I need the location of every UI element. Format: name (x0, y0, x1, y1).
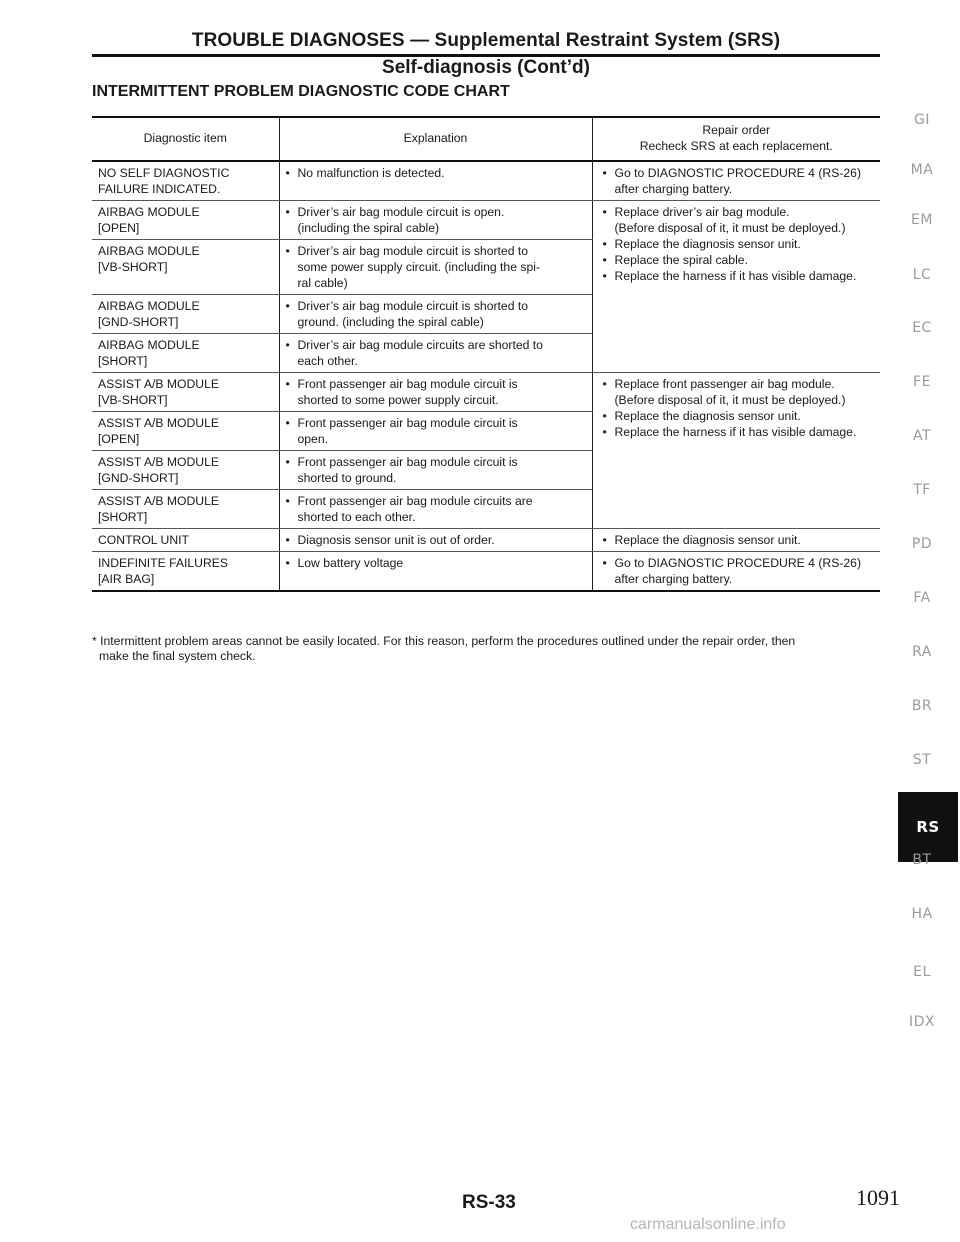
explanation-line: • Low battery voltage (286, 555, 588, 571)
section-tab-ma[interactable]: MA (910, 162, 934, 178)
explanation-line: • Driver’s air bag module circuit is shorted to (286, 243, 588, 259)
page-label: RS-33 (462, 1192, 516, 1213)
diagnostic-item-line: [VB-SHORT] (98, 393, 168, 407)
diagnostic-item-cell (92, 552, 279, 592)
diagnostic-item-line: CONTROL UNIT (98, 533, 189, 547)
diagnostic-item-line: [SHORT] (98, 354, 148, 368)
section-tab-rs[interactable]: RS (898, 792, 958, 862)
explanation-line: (including the spiral cable) (297, 221, 440, 235)
table-row (92, 529, 880, 552)
section-tab-pd[interactable]: PD (911, 536, 933, 552)
diagnostic-item-line: [VB-SHORT] (98, 260, 168, 274)
repair-order-cell (592, 529, 880, 552)
repair-step-line: • Replace the diagnosis sensor unit. (603, 236, 877, 252)
explanation-cell (279, 412, 592, 451)
repair-step-line: • Replace the harness if it has visible damage. (603, 268, 877, 284)
repair-order-cell (592, 161, 880, 201)
explanation-line: • Driver’s air bag module circuit is shorted to (286, 298, 588, 314)
explanation-cell (279, 240, 592, 295)
diagnostic-item-line: [GND-SHORT] (98, 315, 179, 329)
section-tab-lc[interactable]: LC (912, 267, 932, 283)
repair-step-line: after charging battery. (614, 182, 733, 196)
explanation-cell (279, 373, 592, 412)
section-tab-st[interactable]: ST (912, 752, 932, 768)
section-tab-at[interactable]: AT (912, 428, 932, 444)
diagnostic-item-line: [AIR BAG] (98, 572, 155, 586)
explanation-line: shorted to ground. (297, 471, 397, 485)
diagnostic-item-line: AIRBAG MODULE (98, 338, 200, 352)
explanation-line: • Diagnosis sensor unit is out of order. (286, 532, 588, 548)
diagnostic-item-line: NO SELF DIAGNOSTIC (98, 166, 230, 180)
diagnostic-item-line: ASSIST A/B MODULE (98, 416, 220, 430)
diagnostic-item-cell (92, 295, 279, 334)
table-row (92, 552, 880, 592)
section-tab-ha[interactable]: HA (911, 906, 933, 922)
diagnostic-item-cell (92, 529, 279, 552)
diagnostic-item-line: AIRBAG MODULE (98, 205, 200, 219)
diagnostic-item-line: [OPEN] (98, 432, 140, 446)
repair-step-line: • Replace the harness if it has visible damage. (603, 424, 877, 440)
table-row (92, 201, 880, 240)
explanation-cell (279, 451, 592, 490)
section-tab-idx[interactable]: IDX (909, 1014, 935, 1030)
diagnostic-item-cell (92, 412, 279, 451)
explanation-line: each other. (297, 354, 358, 368)
diagnostic-item-line: [SHORT] (98, 510, 148, 524)
diagnostic-item-cell (92, 240, 279, 295)
diagnostic-item-line: FAILURE INDICATED. (98, 182, 221, 196)
explanation-cell (279, 529, 592, 552)
repair-step-line: • Go to DIAGNOSTIC PROCEDURE 4 (RS-26) (603, 165, 877, 181)
explanation-line: ground. (including the spiral cable) (297, 315, 484, 329)
repair-order-cell-assist (592, 373, 880, 529)
page-header-subtitle: Self-diagnosis (Cont’d) (382, 57, 590, 78)
explanation-line: shorted to some power supply circuit. (297, 393, 499, 407)
explanation-cell (279, 201, 592, 240)
repair-step-line: • Replace the diagnosis sensor unit. (603, 408, 877, 424)
diagnostic-item-line: AIRBAG MODULE (98, 244, 200, 258)
repair-step-line: (Before disposal of it, it must be deployed.) (614, 221, 846, 235)
repair-step-line: (Before disposal of it, it must be deployed.) (614, 393, 846, 407)
repair-step-line: • Replace driver’s air bag module. (603, 204, 877, 220)
explanation-cell (279, 490, 592, 529)
section-tab-el[interactable]: EL (913, 964, 931, 980)
repair-step-line: • Replace front passenger air bag module. (603, 376, 877, 392)
table-body (92, 161, 880, 591)
diagnostic-item-line: [OPEN] (98, 221, 140, 235)
explanation-line: open. (297, 432, 328, 446)
header-diagnostic-item: Diagnostic item (92, 117, 279, 161)
repair-step-line: • Replace the spiral cable. (603, 252, 877, 268)
diagnostic-item-cell (92, 334, 279, 373)
explanation-line: • Front passenger air bag module circuits are (286, 493, 588, 509)
header-explanation: Explanation (279, 117, 592, 161)
repair-step-line: • Replace the diagnosis sensor unit. (603, 532, 877, 548)
explanation-line: • Front passenger air bag module circuit is (286, 376, 588, 392)
explanation-line: • Driver’s air bag module circuit is open. (286, 204, 588, 220)
explanation-line: • Driver’s air bag module circuits are shorted to (286, 337, 588, 353)
explanation-line: some power supply circuit. (including the spi- (297, 260, 541, 274)
explanation-line: • No malfunction is detected. (286, 165, 588, 181)
explanation-line: shorted to each other. (297, 510, 416, 524)
diagnostic-item-line: AIRBAG MODULE (98, 299, 200, 313)
diagnostic-item-cell (92, 161, 279, 201)
section-tab-fe[interactable]: FE (913, 374, 931, 390)
section-tab-tf[interactable]: TF (913, 482, 931, 498)
explanation-line: • Front passenger air bag module circuit is (286, 415, 588, 431)
footnote-line-1: * Intermittent problem areas cannot be easily located. For this reason, perform the procedures outlined under the repair order, then (92, 634, 796, 648)
diagnostic-item-cell (92, 201, 279, 240)
section-tab-fa[interactable]: FA (913, 590, 931, 606)
table-row (92, 161, 880, 201)
watermark: carmanualsonline.info (630, 1216, 786, 1233)
footnote-line-2: make the final system check. (99, 649, 256, 663)
repair-step-line: • Go to DIAGNOSTIC PROCEDURE 4 (RS-26) (603, 555, 877, 571)
diagnostic-item-cell (92, 373, 279, 412)
diagnostic-item-cell (92, 490, 279, 529)
section-title: INTERMITTENT PROBLEM DIAGNOSTIC CODE CHART (92, 83, 510, 100)
section-tab-ra[interactable]: RA (912, 644, 932, 660)
repair-order-cell-airbag (592, 201, 880, 373)
explanation-cell (279, 552, 592, 592)
header-repair-order (592, 117, 880, 161)
repair-step-line: after charging battery. (614, 572, 733, 586)
diagnostic-item-line: [GND-SHORT] (98, 471, 179, 485)
diagnostic-item-cell (92, 451, 279, 490)
diagnostic-item-line: ASSIST A/B MODULE (98, 377, 220, 391)
diagnostic-item-line: ASSIST A/B MODULE (98, 455, 220, 469)
explanation-cell (279, 295, 592, 334)
footnote (92, 634, 880, 664)
section-tab-em[interactable]: EM (911, 212, 933, 228)
explanation-cell (279, 334, 592, 373)
page-number: 1091 (856, 1185, 900, 1210)
section-tab-ec[interactable]: EC (912, 320, 932, 336)
table-header-row (92, 117, 880, 161)
explanation-line: • Front passenger air bag module circuit is (286, 454, 588, 470)
diagnostic-item-line: ASSIST A/B MODULE (98, 494, 220, 508)
repair-order-cell (592, 552, 880, 592)
explanation-cell (279, 161, 592, 201)
diagnostic-item-line: INDEFINITE FAILURES (98, 556, 229, 570)
explanation-line: ral cable) (297, 276, 348, 290)
page-header-title: TROUBLE DIAGNOSES — Supplemental Restraint System (SRS) (191, 30, 781, 51)
section-tab-bt[interactable]: BT (912, 852, 932, 868)
section-tab-gi[interactable]: GI (914, 112, 930, 128)
diagnostic-code-table (92, 116, 880, 592)
header-repair-order-line2: Recheck SRS at each replacement. (639, 139, 833, 153)
header-repair-order-line1: Repair order (702, 123, 771, 137)
table-row (92, 373, 880, 412)
section-tab-br[interactable]: BR (911, 698, 933, 714)
